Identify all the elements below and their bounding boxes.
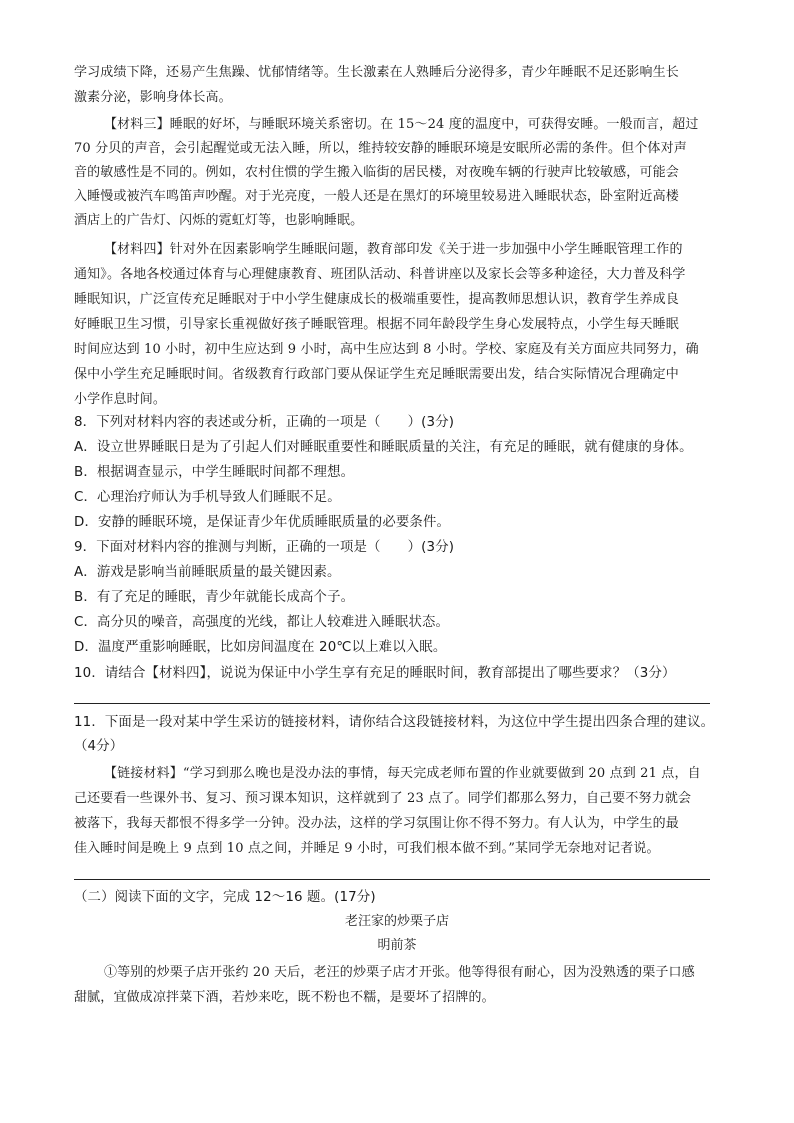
material-four-line: 保中小学生充足睡眠时间。省级教育行政部门要从保证学生充足睡眠需要出发，结合实际情况合理确定中 [74, 367, 679, 382]
material-four-line: 小学作息时间。 [74, 392, 167, 407]
q9-option-d[interactable]: D．温度严重影响睡眠，比如房间温度在 20℃以上难以入眠。 [74, 640, 447, 655]
article-paragraph-line: 甜腻，宜做成凉拌菜下酒，若炒来吃，既不粉也不糯，是要坏了招牌的。 [74, 990, 495, 1005]
q11-answer-line[interactable] [74, 879, 710, 880]
link-material-line: 被落下，我每天都恨不得多学一分钟。没办法，这样的学习氛围让你不得不努力。有人认为，中学生的最 [74, 816, 679, 831]
q8-option-a[interactable]: A．设立世界睡眠日是为了引起人们对睡眠重要性和睡眠质量的关注，有充足的睡眠，就有健康的身体。 [74, 440, 693, 455]
material-four-line: 睡眠知识，广泛宣传充足睡眠对于中小学生健康成长的极端重要性，提高教师思想认识，教育学生养成良 [74, 292, 679, 307]
material-three-line: 入睡慢或被汽车鸣笛声吵醒。对于光亮度，一般人还是在黑灯的环境里较易进入睡眠状态，卧室附近高楼 [74, 189, 679, 204]
material-four-line: 好睡眠卫生习惯，引导家长重视做好孩子睡眠管理。根据不同年龄段学生身心发展特点，小学生每天睡眠 [74, 317, 679, 332]
link-material-line: 佳入睡时间是晚上 9 点到 10 点之间，并睡足 9 小时，可我们根本做不到。”某同学无奈地对记者说。 [74, 841, 660, 856]
q8-stem: 8．下列对材料内容的表述或分析，正确的一项是（ ）(3分) [74, 415, 455, 430]
material-four-line: 时间应达到 10 小时，初中生应达到 9 小时，高中生应达到 8 小时。学校、家庭及有关方面应共同努力，确 [74, 342, 699, 357]
q9-option-a[interactable]: A．游戏是影响当前睡眠质量的最关键因素。 [74, 565, 341, 580]
q10-answer-line[interactable] [74, 703, 710, 704]
q10-stem: 10．请结合【材料四】，说说为保证中小学生享有充足的睡眠时间，教育部提出了哪些要求？（3分） [74, 666, 676, 681]
material-two-line: 激素分泌，影响身体长高。 [74, 90, 232, 105]
link-material-line: 己还要看一些课外书、复习、预习课本知识，这样就到了 23 点了。同学们都那么努力，自己要不努力就会 [74, 791, 692, 806]
q8-option-b[interactable]: B．根据调查显示，中学生睡眠时间都不理想。 [74, 465, 355, 480]
link-material-line: 【链接材料】“学习到那么晚也是没办法的事情，每天完成老师布置的作业就要做到 20 点到 21 点，自 [104, 766, 701, 781]
q11-stem-points: （4分） [74, 739, 124, 754]
q11-stem: 11．下面是一段对某中学生采访的链接材料，请你结合这段链接材料，为这位中学生提出四条合理的建议。 [74, 715, 715, 730]
q8-option-c[interactable]: C．心理治疗师认为手机导致人们睡眠不足。 [74, 490, 341, 505]
material-four-line: 【材料四】针对外在因素影响学生睡眠问题，教育部印发《关于进一步加强中小学生睡眠管理工作的 [104, 242, 683, 257]
material-three-line: 【材料三】睡眠的好坏，与睡眠环境关系密切。在 15～24 度的温度中，可获得安睡。一般而言，超过 [104, 117, 699, 132]
article-paragraph-line: ①等别的炒栗子店开张约 20 天后，老汪的炒栗子店才开张。他等得很有耐心，因为没熟透的栗子口感 [104, 965, 695, 980]
q9-option-b[interactable]: B．有了充足的睡眠，青少年就能长成高个子。 [74, 590, 355, 605]
material-four-line: 通知》。各地各校通过体育与心理健康教育、班团队活动、科普讲座以及家长会等多种途径，大力普及科学 [74, 267, 686, 282]
q9-stem: 9．下面对材料内容的推测与判断，正确的一项是（ ）(3分) [74, 540, 455, 555]
section-heading: （二）阅读下面的文字，完成 12～16 题。(17分) [74, 890, 376, 905]
material-three-line: 音的敏感性是不同的。例如，农村住惯的学生搬入临街的居民楼，对夜晚车辆的行驶声比较敏感，可能会 [74, 165, 679, 180]
article-title: 老汪家的炒栗子店 [344, 914, 449, 929]
material-three-line: 酒店上的广告灯、闪烁的霓虹灯等，也影响睡眠。 [74, 213, 364, 228]
material-three-line: 70 分贝的声音，会引起醒觉或无法入睡，所以，维持较安静的睡眠环境是安眠所必需的条件。但个体对声 [74, 141, 687, 156]
q8-option-d[interactable]: D．安静的睡眠环境，是保证青少年优质睡眠质量的必要条件。 [74, 515, 451, 530]
q9-option-c[interactable]: C．高分贝的噪音，高强度的光线，都让人较难进入睡眠状态。 [74, 615, 450, 630]
material-two-line: 学习成绩下降，还易产生焦躁、忧郁情绪等。生长激素在人熟睡后分泌得多，青少年睡眠不足还影响生长 [74, 65, 679, 80]
article-author: 明前茶 [377, 938, 417, 953]
